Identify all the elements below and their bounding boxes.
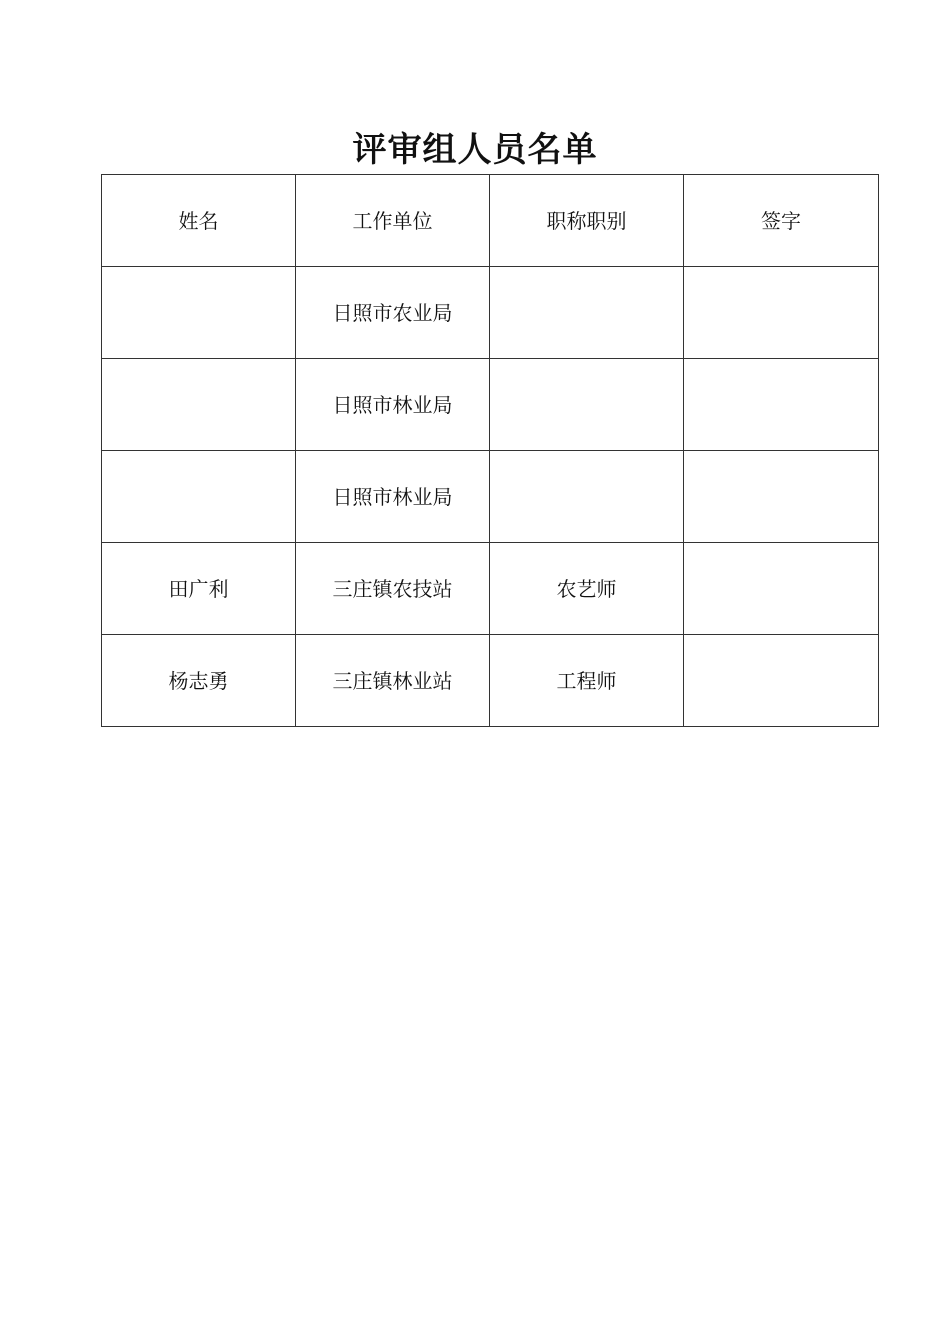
cell-name [102,267,296,359]
header-work-unit: 工作单位 [296,175,490,267]
cell-signature [684,267,879,359]
cell-title-rank: 农艺师 [490,543,684,635]
cell-work-unit: 日照市林业局 [296,451,490,543]
cell-name [102,359,296,451]
table-row [102,267,879,359]
cell-signature [684,451,879,543]
header-signature: 签字 [684,175,879,267]
cell-title-rank [490,359,684,451]
cell-title-rank [490,451,684,543]
table-row [102,543,879,635]
cell-name: 杨志勇 [102,635,296,727]
personnel-table [101,174,879,727]
cell-work-unit: 三庄镇林业站 [296,635,490,727]
cell-title-rank [490,267,684,359]
table-row [102,359,879,451]
table-header-row [102,175,879,267]
page-title: 评审组人员名单 [352,130,598,170]
cell-signature [684,543,879,635]
header-title-rank: 职称职别 [490,175,684,267]
cell-title-rank: 工程师 [490,635,684,727]
table-row [102,635,879,727]
cell-work-unit: 日照市农业局 [296,267,490,359]
cell-signature [684,635,879,727]
cell-work-unit: 三庄镇农技站 [296,543,490,635]
cell-name [102,451,296,543]
cell-work-unit: 日照市林业局 [296,359,490,451]
table-row [102,451,879,543]
cell-name: 田广利 [102,543,296,635]
header-name: 姓名 [102,175,296,267]
cell-signature [684,359,879,451]
